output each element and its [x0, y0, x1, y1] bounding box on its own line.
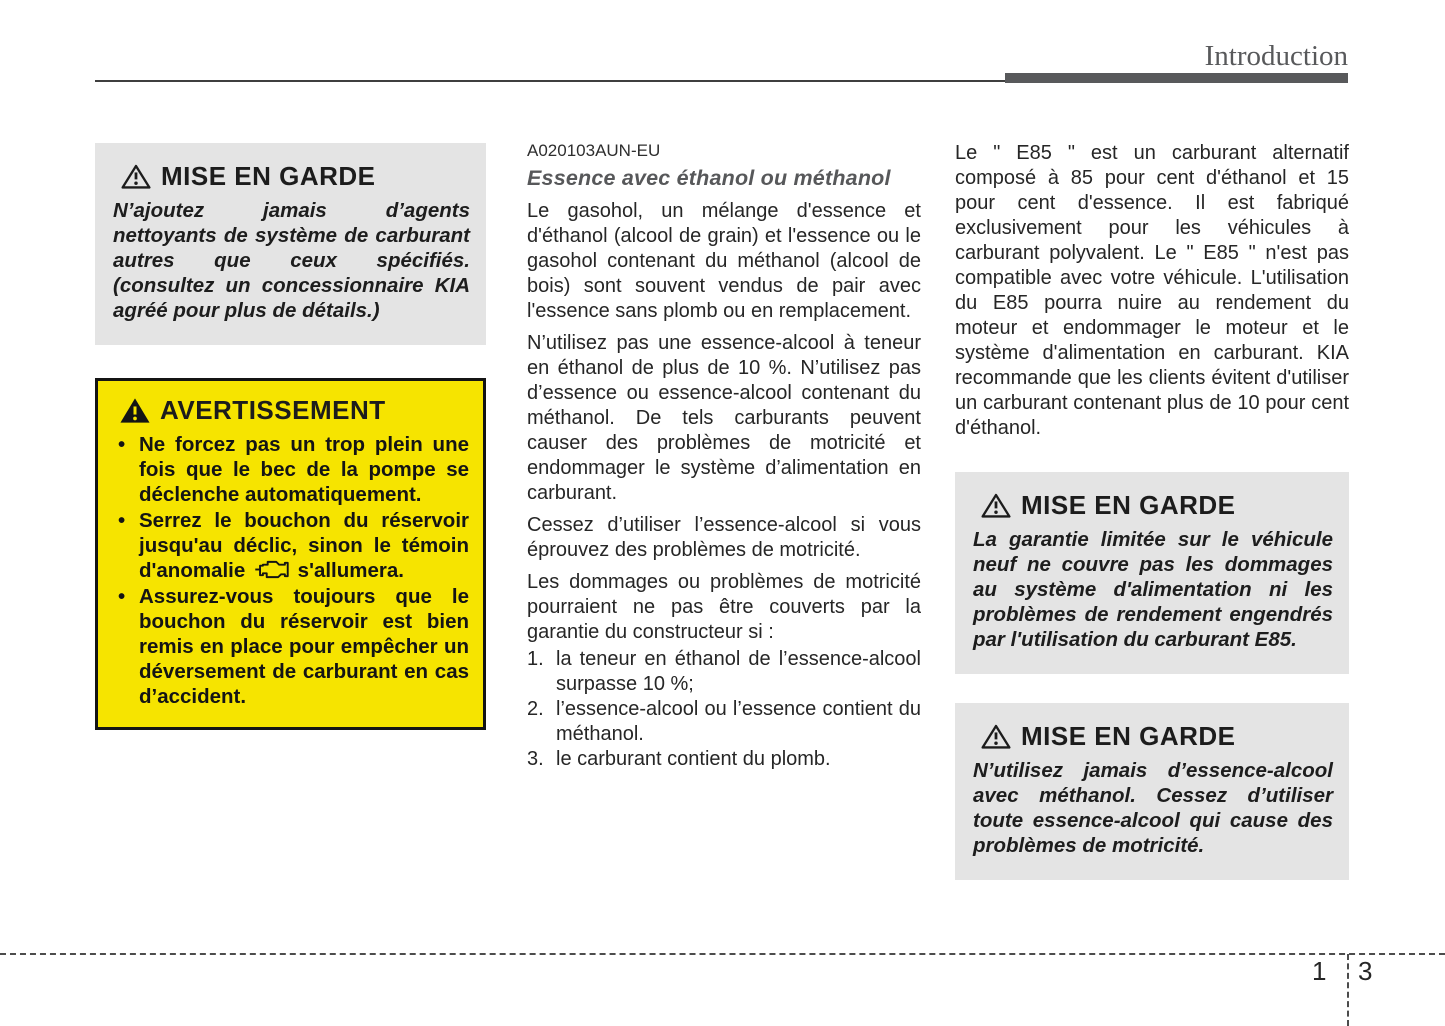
caution-box-methanol [955, 703, 1349, 880]
page-header-title: Introduction [1204, 40, 1348, 72]
warning-item-text-after-icon: s'allumera. [297, 559, 404, 582]
left-column [95, 143, 486, 730]
warning-list [112, 432, 469, 709]
caution-box-title: MISE EN GARDE [1021, 490, 1236, 520]
right-column [955, 141, 1349, 880]
caution-triangle-icon [981, 492, 1011, 519]
caution-box-fuel-additives [95, 143, 486, 345]
list-number: 1. [527, 648, 544, 670]
list-item [527, 647, 921, 697]
footer-chapter-number: 1 [1312, 956, 1327, 986]
warranty-conditions-list [527, 647, 921, 772]
warning-list-item [112, 508, 469, 583]
list-number: 2. [527, 698, 544, 720]
warning-box-title: AVERTISSEMENT [160, 395, 386, 425]
section-title: Essence avec éthanol ou méthanol [527, 166, 891, 190]
bullet-glyph: • [118, 509, 126, 532]
footer-vertical-dashed-rule [1347, 954, 1349, 1026]
caution-box-title-row [973, 490, 1333, 521]
header-rule-thin [95, 80, 1007, 82]
header-rule-thick [1005, 73, 1348, 83]
caution-box-body: La garantie limitée sur le véhicule neuf ne couvre pas les dommages au système d'alimentation ni les problèmes de rendement engendrés par l'utilisation du carburant E85. [973, 528, 1333, 651]
middle-column [527, 141, 921, 772]
warning-list-item [112, 432, 469, 507]
list-item-text: la teneur en éthanol de l’essence-alcool surpasse 10 %; [556, 648, 921, 695]
paragraph: Le gasohol, un mélange d'essence et d'éthanol (alcool de grain) et l'essence ou le gasohol contenant du méthanol (alcool de bois) sont souvent vendus de pair avec l'essence sans plomb ou en remplacement. [527, 200, 921, 322]
section-code: A020103AUN-EU [527, 141, 661, 160]
warning-triangle-icon [120, 397, 150, 424]
warning-box-title-row [112, 395, 469, 426]
warning-list-item [112, 584, 469, 709]
footer-page-number: 3 [1358, 956, 1445, 1026]
paragraph-e85: Le " E85 " est un carburant alternatif composé à 85 pour cent d'éthanol et 15 pour cent d'essence. Il est fabriqué exclusivement pour les véhicules à carburant polyvalent. Le " E85 " n'est pas compatible avec votre véhicule. L'utilisation du E85 pourra nuire au rendement du moteur et endommager le moteur et le système d'alimentation en carburant. KIA recommande que les clients évitent d'utiliser un carburant contenant plus de 10 pour cent d'éthanol. [955, 142, 1349, 439]
warning-item-text: Ne forcez pas un trop plein une fois que le bec de la pompe se déclenche automatiquement. [139, 433, 469, 506]
list-intro: Les dommages ou problèmes de motricité pourraient ne pas être couverts par la garantie du constructeur si : [527, 571, 921, 643]
caution-box-e85-warranty [955, 472, 1349, 674]
caution-box-title-row [973, 721, 1333, 752]
caution-box-body: N’ajoutez jamais d’agents nettoyants de système de carburant autres que ceux spécifiés. (consultez un concessionnaire KIA agréé pour plus de détails.) [113, 199, 470, 322]
list-item [527, 697, 921, 747]
caution-triangle-icon [121, 163, 151, 190]
caution-triangle-icon [981, 723, 1011, 750]
warning-item-text-before-icon: Serrez le bouchon du réservoir jusqu'au déclic, sinon le témoin d'anomalie [139, 509, 469, 582]
list-number: 3. [527, 748, 544, 770]
list-item-text: l’essence-alcool ou l’essence contient du méthanol. [556, 698, 921, 745]
bullet-glyph: • [118, 585, 126, 608]
check-engine-icon [253, 559, 290, 580]
footer-dashed-rule [0, 953, 1445, 955]
paragraph: N’utilisez pas une essence-alcool à teneur en éthanol de plus de 10 %. N’utilisez pas d’essence ou essence-alcool contenant du méthanol. De tels carburants peuvent causer des problèmes de motricité et endommager le système d’alimentation en carburant. [527, 332, 921, 504]
bullet-glyph: • [118, 433, 126, 456]
caution-box-body: N’utilisez jamais d’essence-alcool avec méthanol. Cessez d’utiliser toute essence-alcool qui cause des problèmes de motricité. [973, 759, 1333, 857]
caution-box-title-row [113, 161, 470, 192]
paragraph: Cessez d’utiliser l’essence-alcool si vous éprouvez des problèmes de motricité. [527, 514, 921, 561]
list-item [527, 747, 921, 772]
warning-item-text: Assurez-vous toujours que le bouchon du réservoir est bien remis en place pour empêcher un déversement de carburant en cas d’accident. [139, 585, 469, 708]
list-item-text: le carburant contient du plomb. [556, 748, 831, 770]
caution-box-title: MISE EN GARDE [1021, 721, 1236, 751]
caution-box-title: MISE EN GARDE [161, 161, 376, 191]
warning-box-refueling [95, 378, 486, 730]
